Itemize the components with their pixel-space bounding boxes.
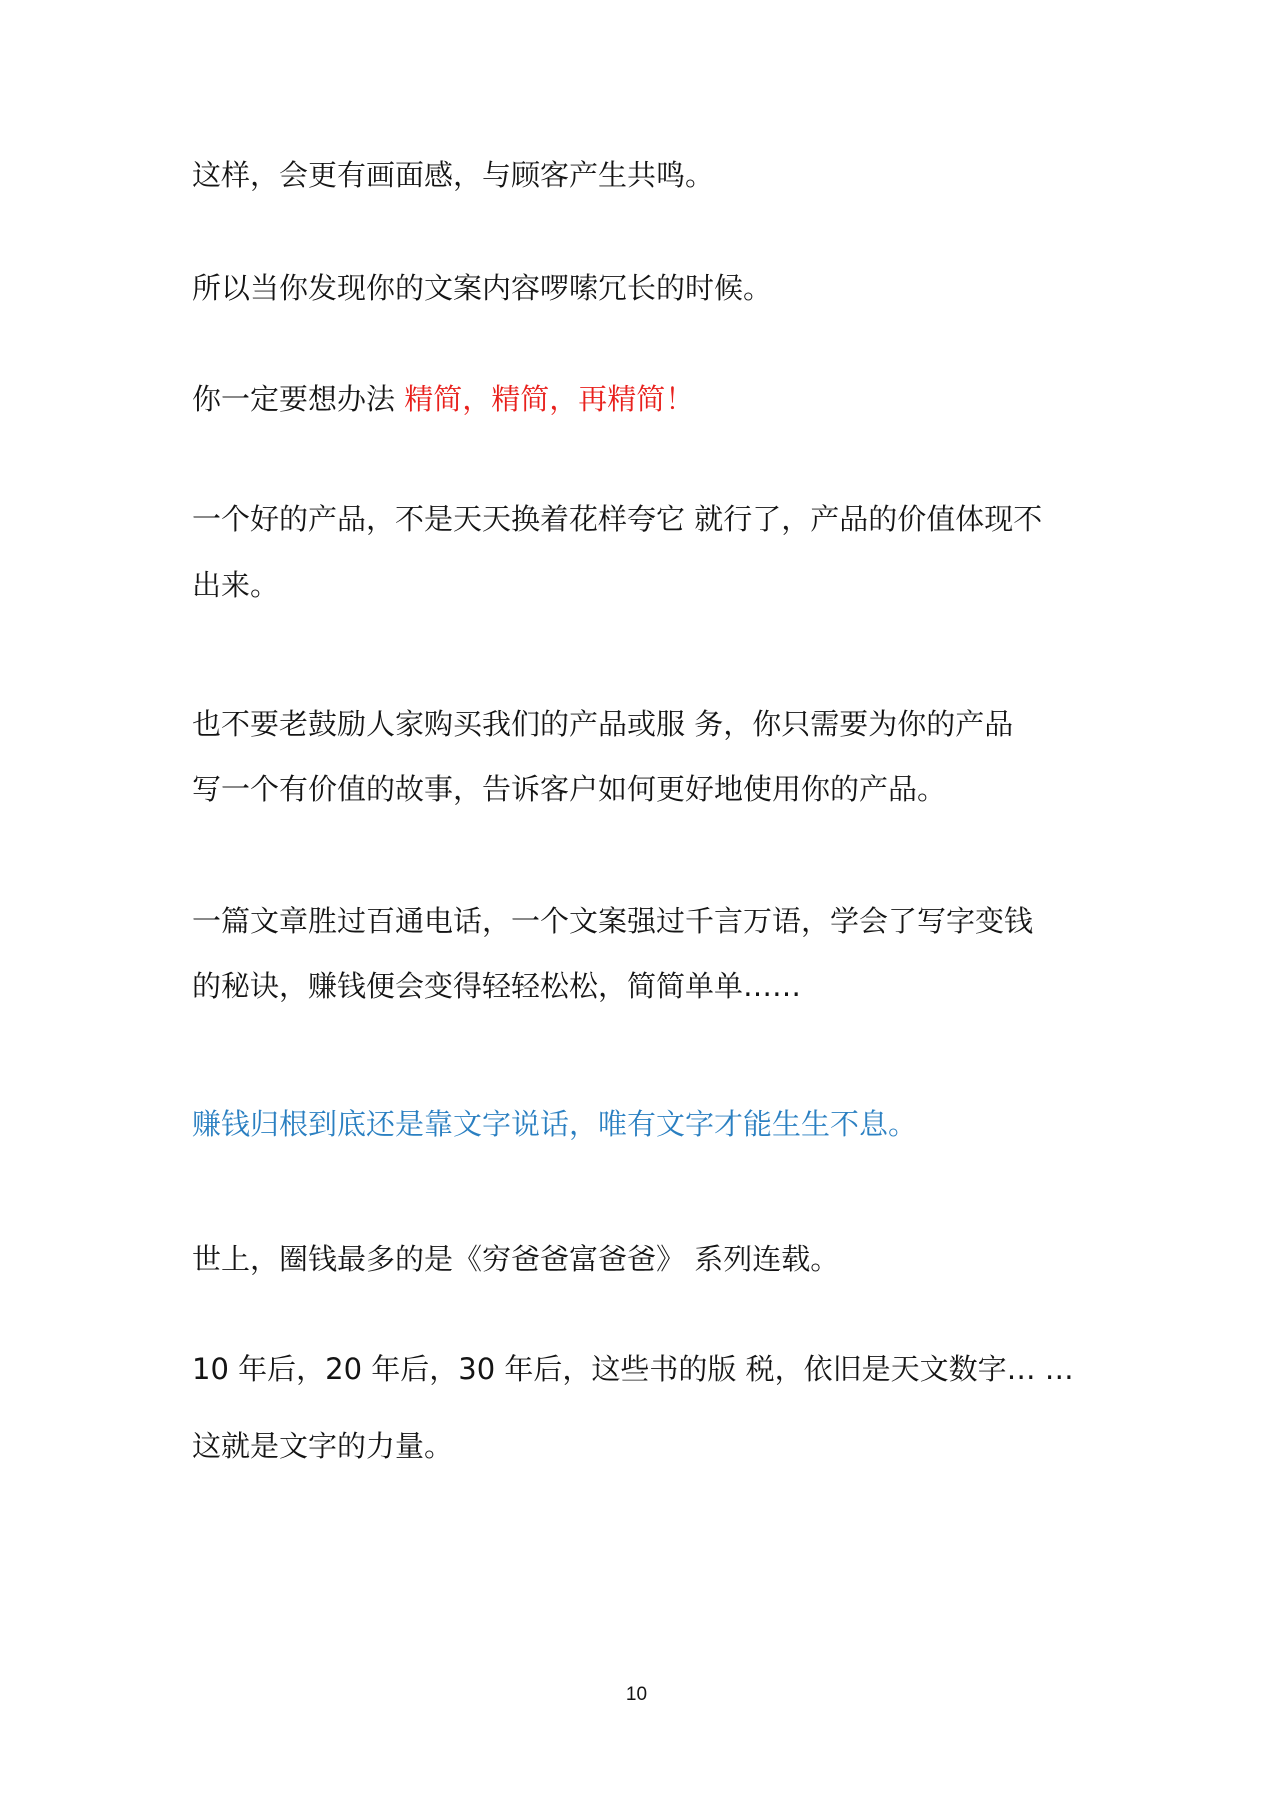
paragraph-8: 世上，圈钱最多的是《穷爸爸富爸爸》 系列连载。 <box>192 1242 840 1276</box>
page-number: 10 <box>625 1684 648 1705</box>
paragraph-7-highlight: 赚钱归根到底还是靠文字说话，唯有文字才能生生不息。 <box>192 1107 918 1141</box>
paragraph-6-line-1: 一篇文章胜过百通电话，一个文案强过千言万语，学会了写字变钱 <box>192 904 1034 938</box>
paragraph-3 <box>192 380 694 418</box>
paragraph-1: 这样，会更有画面感，与顾客产生共鸣。 <box>192 158 715 192</box>
paragraph-4-line-1: 一个好的产品，不是天天换着花样夸它 就行了，产品的价值体现不 <box>192 502 1043 536</box>
paragraph-5-line-1: 也不要老鼓励人家购买我们的产品或服 务，你只需要为你的产品 <box>192 707 1014 741</box>
paragraph-3-prefix: 你一定要想办法 <box>192 382 405 416</box>
paragraph-5-line-2: 写一个有价值的故事，告诉客户如何更好地使用你的产品。 <box>192 772 947 806</box>
paragraph-6-line-2: 的秘诀，赚钱便会变得轻轻松松，简简单单…… <box>192 969 802 1003</box>
paragraph-10: 这就是文字的力量。 <box>192 1429 454 1463</box>
paragraph-2: 所以当你发现你的文案内容啰嗦冗长的时候。 <box>192 271 773 305</box>
paragraph-4-line-2: 出来。 <box>192 568 280 602</box>
paragraph-9: 10 年后，20 年后，30 年后，这些书的版 税，依旧是天文数字… … <box>192 1352 1074 1386</box>
emphasis-text: 精简，精简，再精简！ <box>404 382 695 416</box>
